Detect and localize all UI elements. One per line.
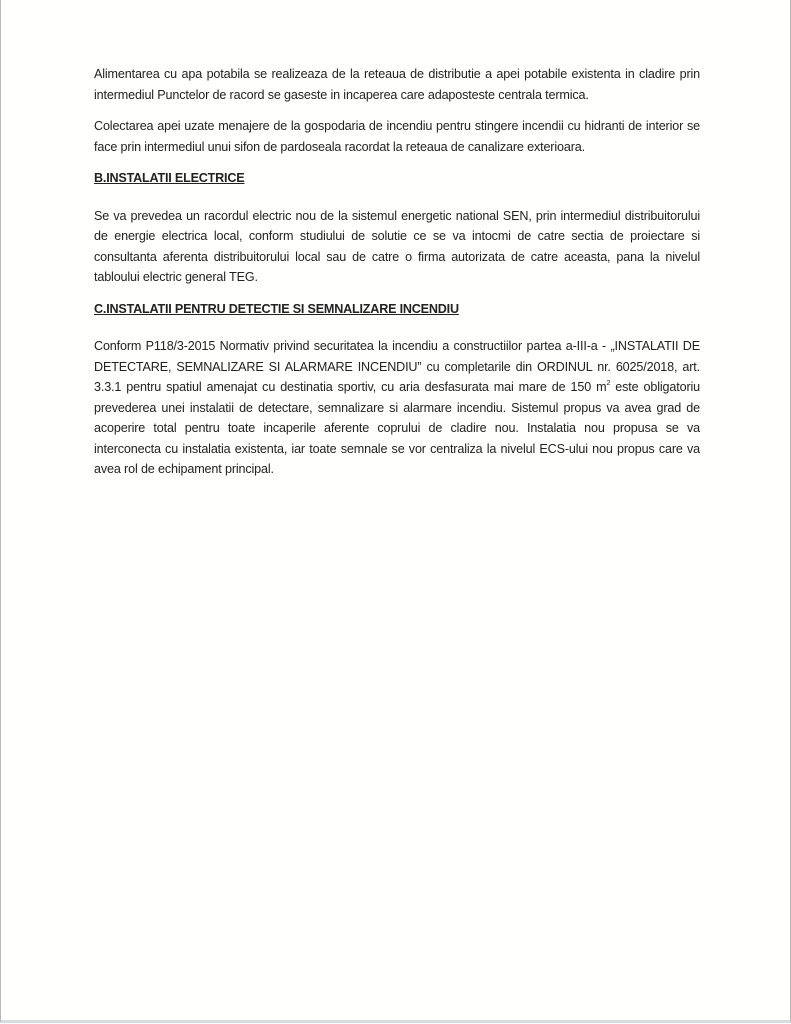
paragraph-wastewater: Colectarea apei uzate menajere de la gospodaria de incendiu pentru stingere incendii cu hidranti de interior se face prin intermediul unui sifon de pardoseala racordat la reteaua de canalizare exterioara. bbox=[94, 119, 700, 154]
paragraph-fire-detection-part2: este obligatoriu prevederea unei instalatii de detectare, semnalizare si alarmare incendiu. Sistemul propus va avea grad de acoperire total pentru toate incaperile aferente coprului de cladire nou. Instalatia nou propusa se va interconecta cu instalatia existenta, iar toate semnale se vor centraliza la nivelul ECS-ului nou propus care va avea rol de echipament principal. bbox=[94, 380, 700, 476]
superscript-squared: 2 bbox=[606, 380, 611, 387]
paragraph-fire-detection-part1: Conform P118/3-2015 Normativ privind securitatea la incendiu a constructiilor partea a-III-a - „INSTALATII DE DETECTARE, SEMNALIZARE SI ALARMARE INCENDIU” cu completarile din ORDINUL nr. 6025/2018, art. 3.3.1 pentru spatiul amenajat cu destinatia sportiv, cu aria desfasurata mai mare de 150 m bbox=[94, 339, 700, 394]
paragraph-fire-detection bbox=[94, 336, 700, 480]
heading-electrical-installations: B.INSTALATII ELECTRICE bbox=[94, 171, 245, 185]
document-body bbox=[94, 64, 700, 480]
heading-fire-detection: C.INSTALATII PENTRU DETECTIE SI SEMNALIZARE INCENDIU bbox=[94, 301, 459, 316]
paragraph-water-supply: Alimentarea cu apa potabila se realizeaza de la reteaua de distributie a apei potabile existenta in cladire prin intermediul Punctelor de racord se gaseste in incaperea care adaposteste centrala termica. bbox=[94, 67, 700, 102]
paragraph-electrical: Se va prevedea un racordul electric nou de la sistemul energetic national SEN, prin intermediul distribuitorului de energie electrica local, conform studiului de solutie ce se va intocmi de catre sectia de proiectare si consultanta aferenta distribuitorului local sau de catre o firma autorizata de catre aceasta, pana la nivelul tabloului electric general TEG. bbox=[94, 208, 700, 284]
